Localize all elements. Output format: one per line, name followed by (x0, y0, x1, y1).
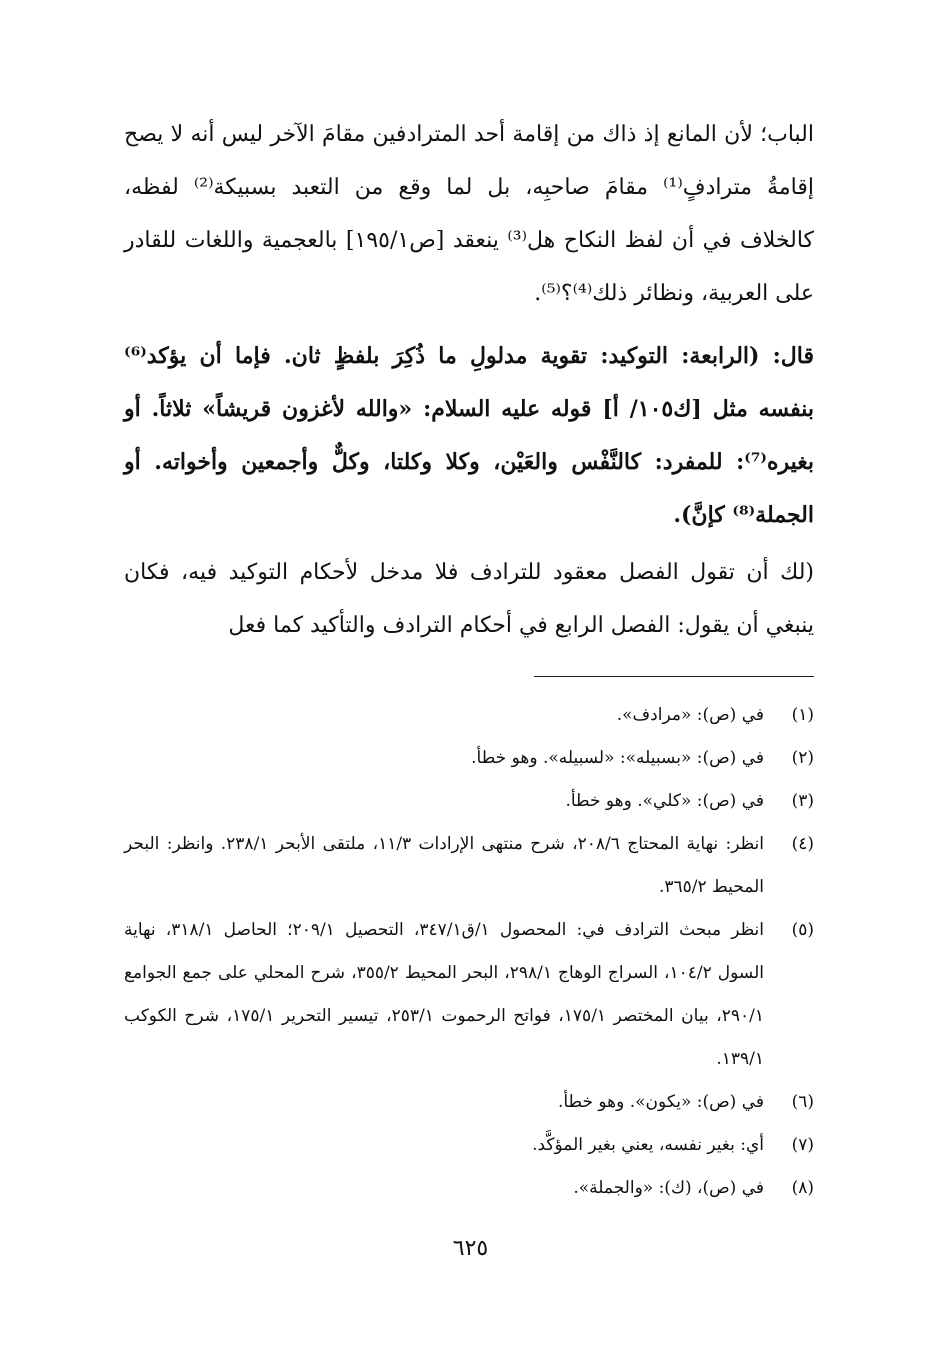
paragraph-3-commentary: (لك أن تقول الفصل معقود للترادف فلا مدخل لأحكام التوكيد فيه، فكان ينبغي أن يقول: الفصل الرابع في أحكام الترادف والتأكيد كما فعل (124, 560, 814, 638)
footnote-number: (٣) (791, 791, 814, 811)
footnote-6 (124, 1081, 814, 1124)
footnote-3 (124, 780, 814, 823)
footnote-1 (124, 694, 814, 737)
footnote-number: (٦) (791, 1092, 814, 1112)
footnote-2 (124, 737, 814, 780)
footnote-text: انظر مبحث الترادف في: المحصول ١/ق٣٤٧/١، التحصيل ٢٠٩/١؛ الحاصل ٣١٨/١، نهاية السول ١٠٤/٢، السراج الوهاج ٢٩٨/١، البحر المحيط ٣٥٥/٢، شرح المحلي على جمع الجوامع ٢٩٠/١، بيان المختصر ١٧٥/١، فواتح الرحموت ٢٥٣/١، تيسير التحرير ١٧٥/١، شرح الكوكب ١٣٩/١. (124, 920, 765, 1069)
paragraph-1: الباب؛ لأن المانع إذ ذاك من إقامة أحد المترادفين مقامَ الآخر ليس أنه لا يصح إقامةُ مترادفٍ⁽¹⁾ مقامَ صاحبِه، بل لما وقع من التعبد بسبيكة⁽²⁾ لفظه، كالخلاف في أن لفظ النكاح هل⁽³⁾ ينعقد [ص١٩٥/١] بالعجمية واللغات للقادر على العربية، ونظائر ذلك⁽⁴⁾؟⁽⁵⁾. (124, 122, 814, 306)
main-text (124, 108, 814, 652)
footnote-4 (124, 823, 814, 909)
footnote-text: في (ص): «كلي». وهو خطأ. (565, 791, 764, 811)
footnote-number: (١) (791, 705, 814, 725)
footnote-7 (124, 1124, 814, 1167)
footnotes (124, 694, 814, 1210)
footnote-separator (534, 676, 814, 677)
footnote-number: (٧) (791, 1135, 814, 1155)
footnote-8 (124, 1167, 814, 1210)
footnote-text: في (ص): «مرادف». (616, 705, 764, 725)
footnote-text: أي: بغير نفسه، يعني بغير المؤكَّد. (532, 1135, 764, 1155)
footnote-text: في (ص): «يكون». وهو خطأ. (557, 1092, 764, 1112)
footnote-number: (٢) (791, 748, 814, 768)
footnote-text: في (ص)، (ك): «والجملة». (573, 1178, 764, 1198)
footnote-text: انظر: نهاية المحتاج ٢٠٨/٦، شرح منتهى الإرادات ١١/٣، ملتقى الأبحر ٢٣٨/١. وانظر: البحر المحيط ٣٦٥/٢. (124, 834, 764, 897)
footnote-number: (٥) (791, 920, 814, 940)
page-number: ٦٢٥ (452, 1236, 489, 1261)
footnote-number: (٤) (791, 834, 814, 854)
footnote-text: في (ص): «بسبيله»: «لسبيله». وهو خطأ. (471, 748, 764, 768)
footnote-number: (٨) (791, 1178, 814, 1198)
paragraph-2-quoted-rule: قال: (الرابعة: التوكيد: تقوية مدلولِ ما ذُكِرَ بلفظٍ ثان. فإما أن يؤكد⁽⁶⁾ بنفسه مثل [ك١٠٥/ أ] قوله عليه السلام: «والله لأغزون قريشاً» ثلاثاً. أو بغيره⁽⁷⁾: للمفرد: كالنَّفْس والعَيْن، وكلا وكلتا، وكلٌّ وأجمعين وأخواته. أو الجملة⁽⁸⁾ كإنَّ). (124, 343, 815, 528)
footnote-5 (124, 909, 814, 1081)
